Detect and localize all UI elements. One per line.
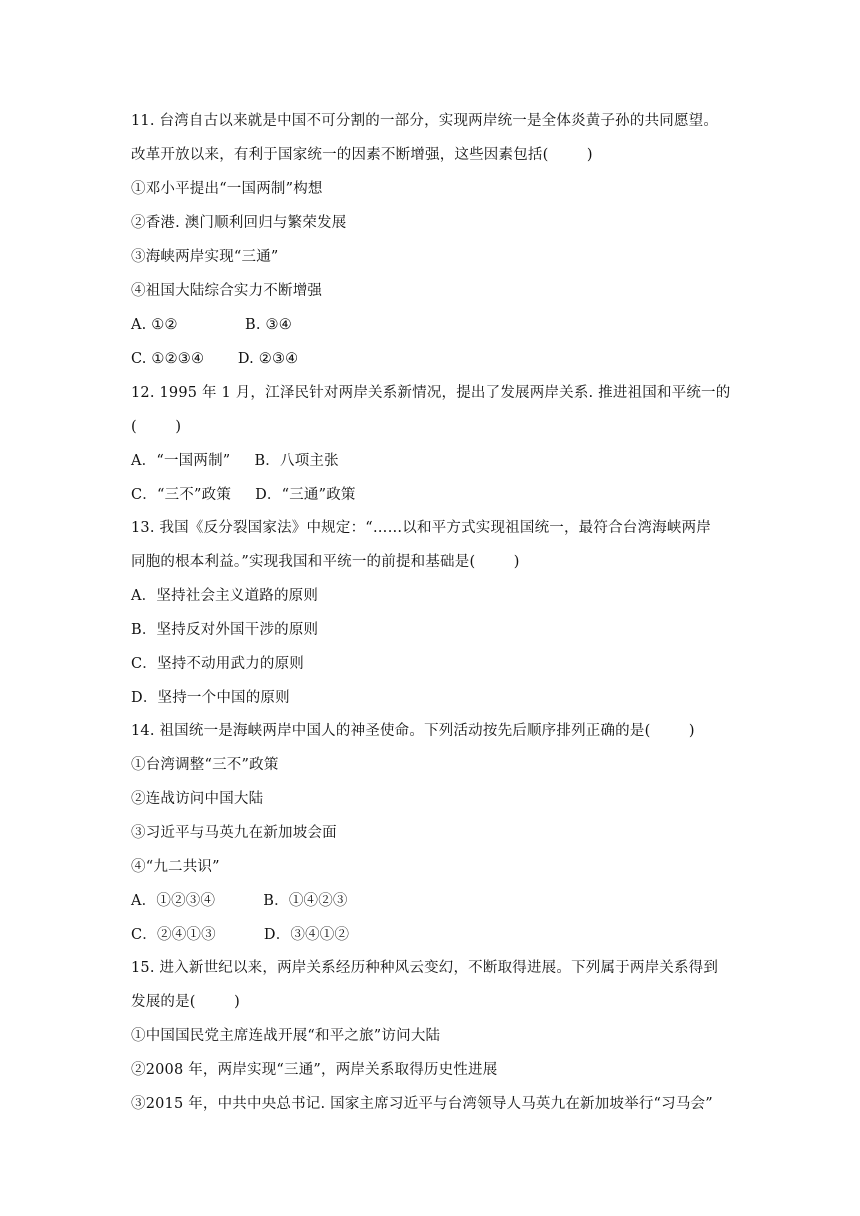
q14-stem: 14. 祖国统一是海峡两岸中国人的神圣使命。下列活动按先后顺序排列正确的是( ) <box>131 723 695 739</box>
q13-stem-line-1: 13. 我国《反分裂国家法》中规定：“……以和平方式实现祖国统一，最符合台湾海峡两岸 <box>131 520 711 536</box>
q15-stem-line-1: 15. 进入新世纪以来，两岸关系经历种种风云变幻，不断取得进展。下列属于两岸关系得到 <box>131 960 719 976</box>
q14-item-1: ①台湾调整“三不”政策 <box>131 757 279 773</box>
q14-options-ab: A．①②③④ B．①④②③ <box>131 893 348 909</box>
q15-stem-line-2: 发展的是( ) <box>131 994 240 1010</box>
q14-item-4: ④“九二共识” <box>131 859 220 875</box>
q12-stem-line-2: ( ) <box>131 419 182 435</box>
q14-options-cd: C．②④①③ D．③④①② <box>131 927 350 943</box>
q11-stem-line-2: 改革开放以来，有利于国家统一的因素不断增强，这些因素包括( ) <box>131 147 593 163</box>
q15-item-3: ③2015 年，中共中央总书记. 国家主席习近平与台湾领导人马英九在新加坡举行“习马会” <box>131 1096 713 1112</box>
q11-item-3: ③海峡两岸实现“三通” <box>131 249 279 265</box>
q15-item-1: ①中国国民党主席连战开展“和平之旅”访问大陆 <box>131 1028 441 1044</box>
q11-stem-line-1: 11. 台湾自古以来就是中国不可分割的一部分，实现两岸统一是全体炎黄子孙的共同愿望。 <box>131 113 719 129</box>
q11-item-1: ①邓小平提出“一国两制”构想 <box>131 181 323 197</box>
q13-option-b: B．坚持反对外国干涉的原则 <box>131 622 319 638</box>
q14-item-3: ③习近平与马英九在新加坡会面 <box>131 825 337 841</box>
q11-item-2: ②香港. 澳门顺利回归与繁荣发展 <box>131 215 347 231</box>
q15-item-2: ②2008 年，两岸实现“三通”，两岸关系取得历史性进展 <box>131 1062 498 1078</box>
q13-option-a: A．坚持社会主义道路的原则 <box>131 588 319 604</box>
q14-item-2: ②连战访问中国大陆 <box>131 791 264 807</box>
q13-option-d: D．坚持一个中国的原则 <box>131 690 290 706</box>
q11-options-ab: A. ①② B. ③④ <box>131 317 292 333</box>
q13-option-c: C．坚持不动用武力的原则 <box>131 656 304 672</box>
q13-stem-line-2: 同胞的根本利益。”实现我国和平统一的前提和基础是( ) <box>131 554 520 570</box>
q12-options-ab: A．“一国两制” B．八项主张 <box>131 453 339 469</box>
q12-stem-line-1: 12. 1995 年 1 月，江泽民针对两岸关系新情况，提出了发展两岸关系. 推进祖国和平统一的 <box>131 385 731 401</box>
q12-options-cd: C．“三不”政策 D．“三通”政策 <box>131 487 356 503</box>
q11-item-4: ④祖国大陆综合实力不断增强 <box>131 283 323 299</box>
q11-options-cd: C. ①②③④ D. ②③④ <box>131 351 299 367</box>
